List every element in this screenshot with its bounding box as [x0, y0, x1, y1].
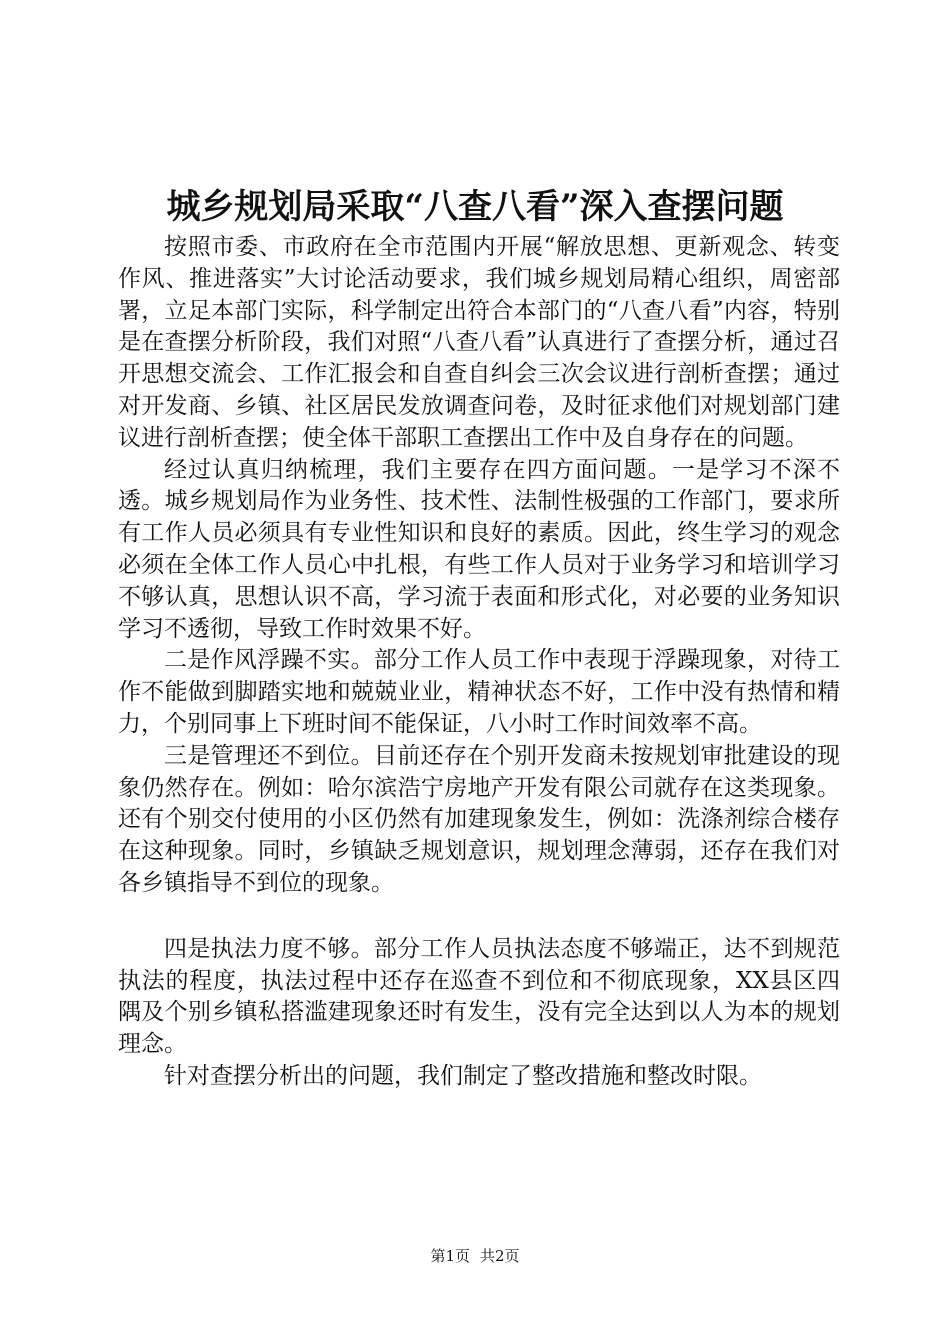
- document-title: 城乡规划局采取“八查八看”深入查摆问题: [166, 187, 784, 227]
- paragraph-enforcement: 四是执法力度不够。部分工作人员执法态度不够端正，达不到规范执法的程度，执法过程中还存在巡查不到位和不彻底现象，XX县区四隅及个别乡镇私搭滥建现象还时有发生，没有完全达到以人为本的规划理念。: [118, 935, 840, 1058]
- page-total: 共2页: [480, 1247, 520, 1265]
- page-footer: [0, 1246, 950, 1266]
- paragraph-management: 三是管理还不到位。目前还存在个别开发商未按规划审批建设的现象仍然存在。例如：哈尔滨浩宁房地产开发有限公司就存在这类现象。还有个别交付使用的小区仍然有加建现象发生，例如：洗涤剂综合楼存在这种现象。同时，乡镇缺乏规划意识，规划理念薄弱，还存在我们对各乡镇指导不到位的现象。: [118, 742, 840, 896]
- page-number: 第1页: [430, 1247, 470, 1265]
- paragraph-intro: 按照市委、市政府在全市范围内开展“解放思想、更新观念、转变作风、推进落实”大讨论活动要求，我们城乡规划局精心组织，周密部署，立足本部门实际，科学制定出符合本部门的“八查八看”内容，特别是在查摆分析阶段，我们对照“八查八看”认真进行了查摆分析，通过召开思想交流会、工作汇报会和自查自纠会三次会议进行剖析查摆；通过对开发商、乡镇、社区居民发放调查问卷，及时征求他们对规划部门建议进行剖析查摆；使全体干部职工查摆出工作中及自身存在的问题。: [118, 234, 840, 451]
- document-body: [118, 232, 840, 1093]
- paragraph-rectification: 针对查摆分析出的问题，我们制定了整改措施和整改时限。: [164, 1062, 762, 1089]
- paragraph-work-style: 二是作风浮躁不实。部分工作人员工作中表现于浮躁现象，对待工作不能做到脚踏实地和兢兢业业，精神状态不好，工作中没有热情和精力，个别同事上下班时间不能保证，八小时工作时间效率不高。: [118, 647, 840, 737]
- paragraph-problems-overview: 经过认真归纳梳理，我们主要存在四方面问题。一是学习不深不透。城乡规划局作为业务性、技术性、法制性极强的工作部门，要求所有工作人员必须具有专业性知识和良好的素质。因此，终生学习的观念必须在全体工作人员心中扎根，有些工作人员对于业务学习和培训学习不够认真，思想认识不高，学习流于表面和形式化，对必要的业务知识学习不透彻，导致工作时效果不好。: [118, 456, 840, 642]
